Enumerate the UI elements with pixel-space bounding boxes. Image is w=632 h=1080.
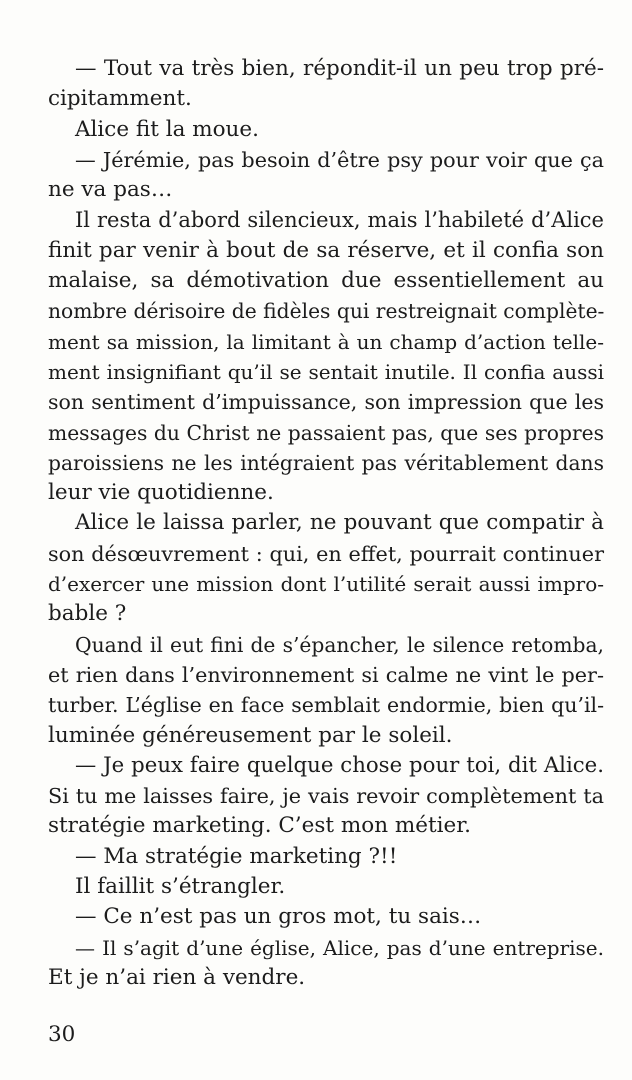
text-line: luminée généreusement par le soleil.: [48, 722, 453, 748]
text-line: turber. L’église en face semblait endormie, bien qu’il-: [48, 693, 604, 718]
text-line: — Il s’agit d’une église, Alice, pas d’une entreprise.: [75, 935, 604, 960]
text-line: — Ce n’est pas un gros mot, tu sais…: [75, 904, 482, 930]
text-line: et rien dans l’environnement si calme ne vint le per-: [48, 662, 604, 687]
text-line: — Tout va très bien, répondit-il un peu trop pré-: [75, 56, 604, 81]
text-line: cipitamment.: [48, 86, 192, 112]
text-line: ne va pas…: [48, 177, 173, 203]
text-line: leur vie quotidienne.: [48, 480, 274, 506]
text-line: stratégie marketing. C’est mon métier.: [48, 813, 471, 839]
text-line: — Ma stratégie marketing ?!!: [75, 843, 398, 869]
text-line: nombre dérisoire de fidèles qui restreignait complète-: [48, 299, 605, 324]
text-line: son sentiment d’impuissance, son impression que les: [48, 390, 604, 415]
text-line: d’exercer une mission dont l’utilité serait aussi impro-: [48, 572, 604, 597]
text-line: paroissiens ne les intégraient pas véritablement dans: [48, 450, 604, 475]
text-line: — Je peux faire quelque chose pour toi, dit Alice.: [75, 752, 604, 778]
text-line: — Jérémie, pas besoin d’être psy pour voir que ça: [75, 147, 604, 172]
text-line: Alice le laissa parler, ne pouvant que compatir à: [75, 510, 604, 536]
text-line: Il resta d’abord silencieux, mais l’habileté d’Alice: [75, 208, 604, 233]
text-line: messages du Christ ne passaient pas, que ses propres: [48, 420, 604, 445]
text-line: Alice fit la moue.: [75, 116, 259, 142]
text-line: Et je n’ai rien à vendre.: [48, 964, 306, 990]
text-line: Si tu me laisses faire, je vais revoir complètement ta: [48, 784, 604, 809]
text-line: finit par venir à bout de sa réserve, et il confia son: [48, 237, 604, 263]
body-text: [48, 54, 604, 993]
text-line: Il faillit s’étrangler.: [75, 874, 286, 900]
text-line: ment sa mission, la limitant à un champ d’action telle-: [48, 329, 604, 354]
text-line: bable ?: [48, 601, 127, 627]
text-line: ment insignifiant qu’il se sentait inutile. Il confia aussi: [48, 359, 604, 384]
text-line: son désœuvrement : qui, en effet, pourrait continuer: [48, 541, 604, 566]
text-line: Quand il eut fini de s’épancher, le silence retomba,: [75, 632, 604, 657]
page-number: 30: [48, 1022, 76, 1047]
text-line: malaise, sa démotivation due essentiellement au: [48, 268, 604, 294]
